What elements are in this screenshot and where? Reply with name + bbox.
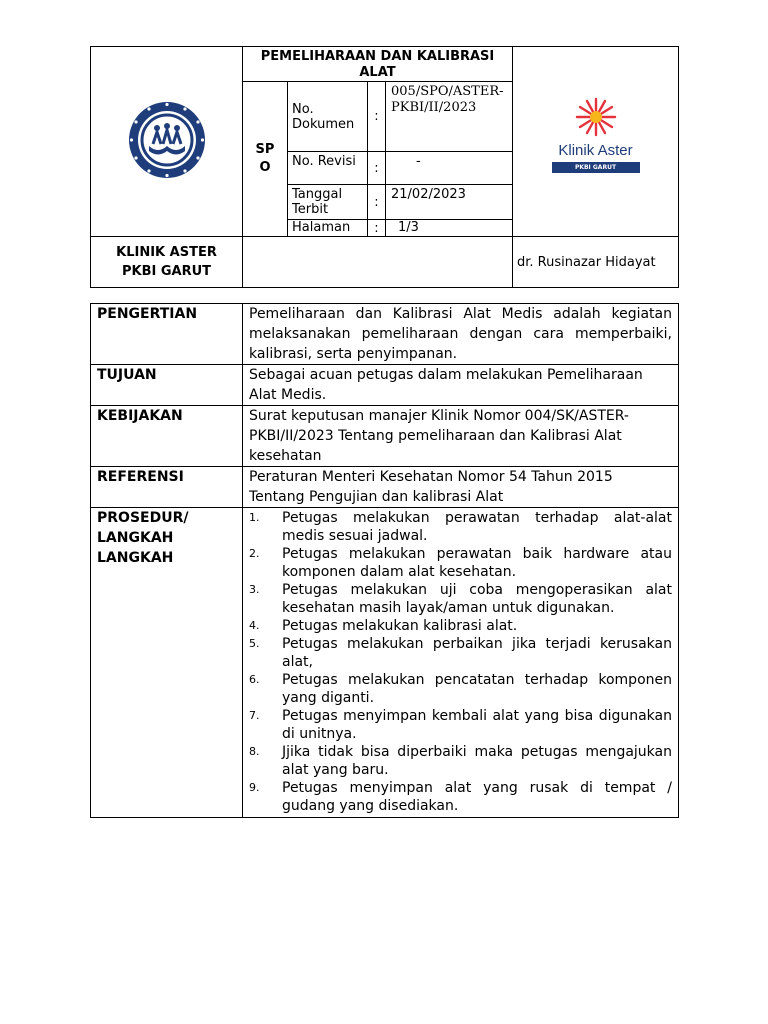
signatory-name: dr. Rusinazar Hidayat <box>513 237 679 288</box>
step-number: 9. <box>249 781 260 794</box>
list-item <box>249 509 672 545</box>
section-label-pengertian: PENGERTIAN <box>91 304 243 365</box>
tanggal-terbit-value: 21/02/2023 <box>386 185 513 220</box>
no-revisi-label: No. Revisi <box>288 152 368 185</box>
step-text: Petugas melakukan perawatan terhadap alat-alat medis sesuai jadwal. <box>282 510 672 544</box>
step-text: Petugas melakukan perbaikan jika terjadi kerusakan alat, <box>282 636 672 670</box>
steps-list <box>249 509 672 817</box>
step-text: Jjika tidak bisa diperbaiki maka petugas mengajukan alat yang baru. <box>282 744 672 778</box>
step-number: 1. <box>249 511 260 524</box>
klinik-name: KLINIK ASTER PKBI GARUT <box>91 237 243 288</box>
section-label-referensi: REFERENSI <box>91 467 243 508</box>
document-header-table <box>90 46 679 288</box>
step-number: 8. <box>249 745 260 758</box>
step-number: 6. <box>249 673 260 686</box>
section-text-kebijakan: Surat keputusan manajer Klinik Nomor 004/SK/ASTER-PKBI/II/2023 Tentang pemeliharaan dan Kalibrasi Alat kesehatan <box>243 406 679 467</box>
step-text: Petugas melakukan kalibrasi alat. <box>282 618 518 634</box>
pkbi-seal-logo <box>127 100 207 180</box>
blank-cell <box>243 237 513 288</box>
brand-name: Klinik Aster <box>558 141 633 159</box>
colon: : <box>368 220 386 237</box>
no-dokumen-value: 005/SPO/ASTER-PKBI/II/2023 <box>386 82 513 152</box>
step-text: Petugas menyimpan alat yang rusak di tempat / gudang yang disediakan. <box>282 780 672 814</box>
list-item <box>249 617 672 635</box>
procedure-steps <box>243 508 679 818</box>
step-number: 2. <box>249 547 260 560</box>
section-label-prosedur: PROSEDUR/ LANGKAH LANGKAH <box>91 508 243 818</box>
list-item <box>249 707 672 743</box>
list-item <box>249 779 672 817</box>
step-text: Petugas melakukan pencatatan terhadap komponen yang diganti. <box>282 672 672 706</box>
aster-flower-icon <box>574 97 618 137</box>
section-label-kebijakan: KEBIJAKAN <box>91 406 243 467</box>
colon: : <box>368 152 386 185</box>
brand-subtitle: PKBI GARUT <box>552 162 640 173</box>
list-item <box>249 743 672 779</box>
section-text-pengertian: Pemeliharaan dan Kalibrasi Alat Medis adalah kegiatan melaksanakan pemeliharaan dengan cara memperbaiki, kalibrasi, serta penyimpanan. <box>243 304 679 365</box>
step-text: Petugas melakukan uji coba mengoperasikan alat kesehatan masih layak/aman untuk digunakan. <box>282 582 672 616</box>
step-number: 7. <box>249 709 260 722</box>
klinik-aster-logo <box>552 97 640 173</box>
colon: : <box>368 185 386 220</box>
list-item <box>249 635 672 671</box>
list-item <box>249 671 672 707</box>
section-text-referensi: Peraturan Menteri Kesehatan Nomor 54 Tahun 2015 Tentang Pengujian dan kalibrasi Alat <box>243 467 679 508</box>
step-text: Petugas menyimpan kembali alat yang bisa digunakan di unitnya. <box>282 708 672 742</box>
step-number: 4. <box>249 619 260 632</box>
step-number: 5. <box>249 637 260 650</box>
klinik-aster-logo-cell <box>513 47 679 237</box>
section-label-tujuan: TUJUAN <box>91 365 243 406</box>
spo-label: SPO <box>243 82 288 237</box>
no-dokumen-label: No. Dokumen <box>288 82 368 152</box>
halaman-label: Halaman <box>288 220 368 237</box>
colon: : <box>368 82 386 152</box>
pkbi-logo-cell <box>91 47 243 237</box>
tanggal-terbit-label: Tanggal Terbit <box>288 185 368 220</box>
list-item <box>249 545 672 581</box>
spo-content-table <box>90 303 679 818</box>
no-revisi-value: - <box>386 152 513 185</box>
halaman-value: 1/3 <box>386 220 513 237</box>
document-title: PEMELIHARAAN DAN KALIBRASI ALAT <box>243 47 513 82</box>
step-text: Petugas melakukan perawatan baik hardware atau komponen dalam alat kesehatan. <box>282 546 672 580</box>
list-item <box>249 581 672 617</box>
step-number: 3. <box>249 583 260 596</box>
section-text-tujuan: Sebagai acuan petugas dalam melakukan Pemeliharaan Alat Medis. <box>243 365 679 406</box>
